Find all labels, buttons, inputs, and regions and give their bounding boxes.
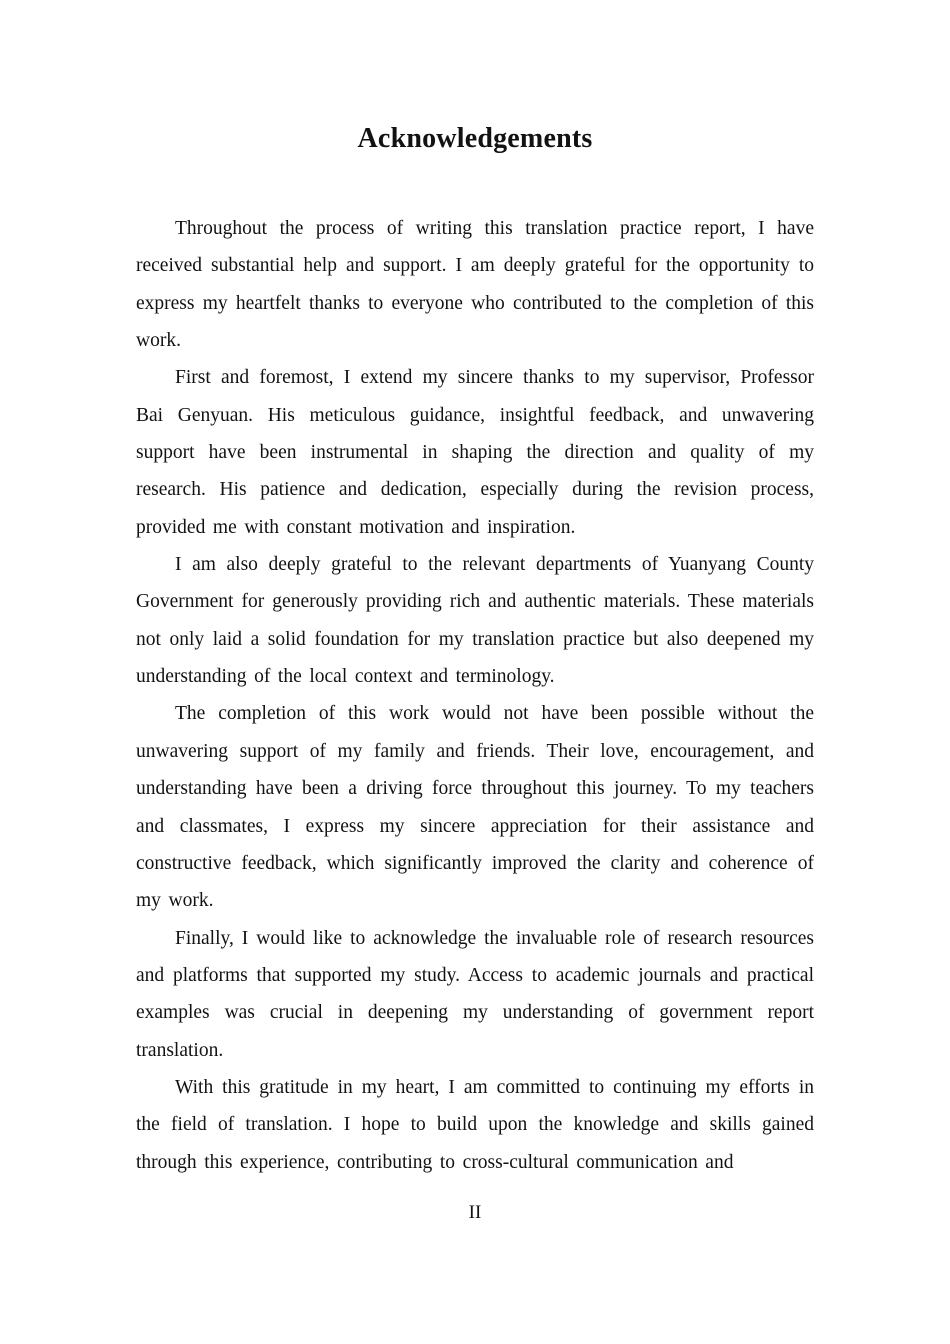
paragraph: I am also deeply grateful to the relevant departments of Yuanyang County Government for generously providing rich and authentic materials. These materials not only laid a solid foundation for my translation practice but also deepened my understanding of the local context and terminology.: [136, 554, 814, 688]
document-body: [136, 210, 814, 1181]
page-title: Acknowledgements: [357, 123, 593, 154]
paragraph: Finally, I would like to acknowledge the invaluable role of research resources and platforms that supported my study. Access to academic journals and practical examples was crucial in deepening my understanding of government report translation.: [136, 927, 814, 1061]
paragraph: First and foremost, I extend my sincere thanks to my supervisor, Professor Bai Genyuan. His meticulous guidance, insightful feedback, and unwavering support have been instrumental in shaping the direction and quality of my research. His patience and dedication, especially during the revision process, provided me with constant motivation and inspiration.: [136, 367, 814, 538]
paragraph: With this gratitude in my heart, I am committed to continuing my efforts in the field of translation. I hope to build upon the knowledge and skills gained through this experience, contributing to cross-cultural communication and: [136, 1076, 814, 1173]
paragraph: Throughout the process of writing this translation practice report, I have received substantial help and support. I am deeply grateful for the opportunity to express my heartfelt thanks to everyone who contributed to the completion of this work.: [136, 218, 814, 352]
paragraph: The completion of this work would not have been possible without the unwavering support of my family and friends. Their love, encouragement, and understanding have been a driving force throughout this journey. To my teachers and classmates, I express my sincere appreciation for their assistance and constructive feedback, which significantly improved the clarity and coherence of my work.: [136, 703, 814, 912]
page-number: II: [468, 1202, 482, 1223]
